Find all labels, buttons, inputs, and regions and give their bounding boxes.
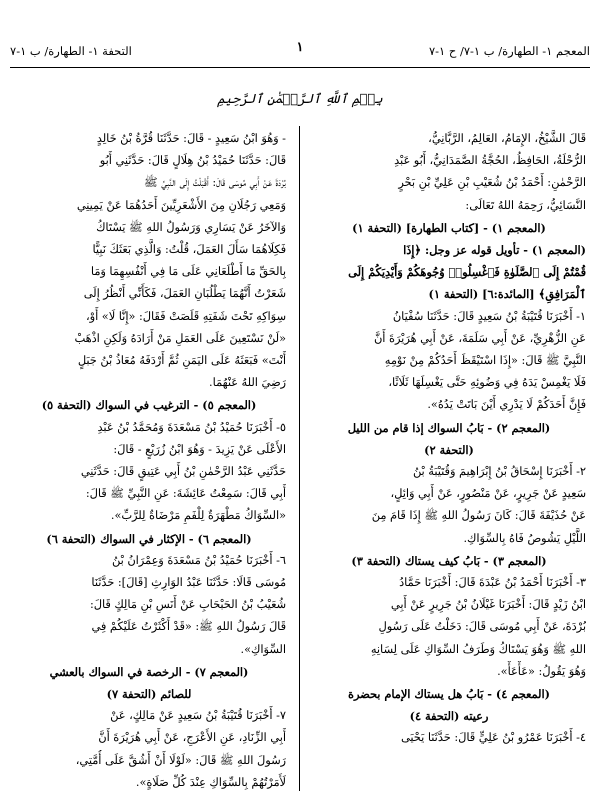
- text-line: ٧- أَخْبَرَنَا قُتَيْبَةُ بْنُ سَعِيدٍ عَنْ مَالِكٍ، عَنْ: [110, 709, 286, 723]
- text-line: شُعَيْبُ بْنُ الحَبْحَابِ عَنْ أَنَسِ بْنِ مَالِكٍ قَالَ:: [89, 598, 286, 612]
- text-line: عَنْ حُذَيْفَةَ قَالَ: كَانَ رَسُولُ اللهِ ﷺ إِذَا قَامَ مِنَ: [371, 509, 586, 523]
- text-line: فَكِلَاهُمَا سَأَلَ العَمَلَ، قُلْتُ: وَالَّذِي بَعَثَكَ نَبِيًّا: [92, 243, 286, 257]
- text-line: السِّوَاكِ».: [240, 642, 286, 656]
- text-line: سِوَاكِهِ تَحْتَ شَفَتِهِ قَلَصَتْ فَقَالَ: «إِنَّا لَا» أَوْ،: [85, 309, 286, 323]
- header-right-reference: المعجم ١- الطهارة/ ب ١-٧/ ح ١-٧: [428, 44, 590, 58]
- text-line: قَالَ: حَدَّثَنَا حُمَيْدُ بْنُ هِلَالٍ قَالَ: حَدَّثَنِي أَبُو: [99, 154, 286, 168]
- text-line: قُمْتُمْ إِلَى ٱلصَّلَوٰةِ فَٱغْسِلُوا۟ وُجُوهَكُمْ وَأَيْدِيَكُمْ إِلَى: [348, 265, 586, 280]
- basmala: بِسۡمِ ٱللَّهِ ٱلرَّحۡمَٰنِ ٱلرَّحِيمِ: [217, 92, 383, 107]
- text-line: عَنِ الزُّهْرِيِّ، عَنْ أَبِي سَلَمَةَ، عَنْ أَبِي هُرَيْرَةَ أَنَّ: [374, 331, 586, 345]
- text-line: ابْنُ زَيْدٍ قَالَ: أَخْبَرَنَا غَيْلَانُ بْنُ جَرِيرٍ عَنْ أَبِي: [390, 598, 586, 612]
- section-heading: (المعجم ٧) - الرخصة في السواك بالعشي: [49, 664, 249, 679]
- section-heading: (التحفة ٢): [424, 442, 474, 457]
- text-line: ٢- أَخْبَرَنَا إِسْحَاقُ بْنُ إِبْرَاهِيمَ وَقُتَيْبَةُ بْنُ: [412, 465, 586, 479]
- text-line: ٱلْمَرَافِقِ﴾ [المائدة:٦] (التحفة ١): [428, 287, 586, 302]
- header-left-reference: التحفة ١- الطهارة/ ب ١-٧: [10, 44, 132, 58]
- section-heading: (المعجم ٤) - بَابُ هل يستاك الإمام بحضرة: [348, 687, 550, 702]
- text-line: قَالَ رَسُولُ اللهِ ﷺ: «قَدْ أَكْثَرْتُ عَلَيْكُمْ فِي: [91, 620, 286, 634]
- section-heading: (المعجم ٦) - الإكثار في السواك (التحفة ٦): [46, 531, 252, 546]
- text-line: بِالحَقِّ مَا أَطْلَعَانِي عَلَى مَا فِي أَنْفُسِهِمَا وَمَا: [90, 265, 286, 279]
- text-line: حَدَّثَنِي عَبْدُ الرَّحْمٰنِ بْنُ أَبِي عَتِيقٍ قَالَ: حَدَّثَنِي: [80, 465, 286, 479]
- text-line: أَنْتَ» فَبَعَثَهُ عَلَى اليَمَنِ ثُمَّ أَرْدَفَهُ مُعَاذُ بْنُ جَبَلٍ: [77, 354, 286, 368]
- text-line: شَعَرْتُ أَنَّهُمَا يَطْلُبَانِ العَمَلَ، فَكَأَنِّي أَنْظُرُ إِلَى: [83, 287, 286, 301]
- text-line: بُرْدَةَ عَنْ أَبِي مُوسَى قَالَ: أَقْبَلْتُ إِلَى النَّبِيِّ ﷺ: [144, 176, 286, 190]
- text-line: رَضِيَ اللهُ عَنْهُمَا.: [209, 376, 286, 390]
- text-line: ٦- أَخْبَرَنَا حُمَيْدُ بْنُ مَسْعَدَةَ وَعِمْرَانُ بْنُ: [112, 553, 286, 567]
- text-line: وَالآخَرُ عَنْ يَسَارِي وَرَسُولُ اللهِ ﷺ يَسْتَاكُ: [96, 220, 286, 234]
- text-line: مُوسَى قَالَا: حَدَّثَنَا عَبْدُ الوَارِثِ [قَالَ]: حَدَّثَنَا: [91, 576, 286, 590]
- section-heading: (المعجم ٥) - الترغيب في السواك (التحفة ٥): [41, 398, 257, 413]
- text-line: ٥- أَخْبَرَنَا حُمَيْدُ بْنُ مَسْعَدَةَ وَمُحَمَّدُ بْنُ عَبْدِ: [97, 420, 286, 434]
- text-line: الرَّحْمٰنِ: أَحْمَدُ بْنُ شُعَيْبِ بْنِ عَلِيِّ بْنِ بَحْرٍ: [398, 176, 586, 190]
- text-line: فَإِنَّ أَحَدَكُمْ لَا يَدْرِي أَيْنَ بَاتَتْ يَدُهُ».: [427, 398, 586, 412]
- header-rule: [10, 67, 590, 68]
- left-column: [12, 128, 286, 794]
- text-line: لَأَمَرْتُهُمْ بِالسِّوَاكِ عِنْدَ كُلِّ صَلَاةٍ».: [135, 775, 286, 789]
- text-line: اللهِ ﷺ وَهُوَ يَسْتَاكُ وَطَرَفُ السِّوَاكِ عَلَى لِسَانِهِ: [370, 642, 586, 656]
- text-line: أَبِي قَالَ: سَمِعْتُ عَائِشَةَ: عَنِ النَّبِيِّ ﷺ قَالَ:: [85, 487, 286, 501]
- text-line: أَبِي الزِّنَادِ، عَنِ الأَعْرَجِ، عَنْ أَبِي هُرَيْرَةَ أَنَّ: [98, 731, 286, 745]
- running-header: [10, 38, 590, 66]
- text-line: ١- أَخْبَرَنَا قُتَيْبَةُ بْنُ سَعِيدٍ قَالَ: حَدَّثَنَا سُفْيَانُ: [392, 309, 586, 323]
- column-divider: [299, 126, 300, 791]
- section-heading: للصائم (التحفة ٧): [106, 687, 192, 702]
- text-line: اللَّيْلِ يَشُوصُ فَاهُ بِالسِّوَاكِ.: [463, 531, 586, 545]
- text-line: ٣- أَخْبَرَنَا أَحْمَدُ بْنُ عَبْدَةَ قَالَ: أَخْبَرَنَا حَمَّادُ: [399, 576, 586, 590]
- section-heading: (المعجم ٢) - بَابُ السواك إذا قام من الليل: [347, 420, 551, 435]
- section-heading: (المعجم ١) - تأويل قوله عز وجل: ﴿إِذَا: [403, 243, 586, 258]
- section-heading: رعيته (التحفة ٤): [409, 709, 489, 724]
- text-line: وَمَعِي رَجُلَانِ مِنَ الأَشْعَرِيِّينَ أَحَدُهُمَا عَنْ يَمِينِي: [76, 198, 286, 212]
- text-line: «لَنْ نَسْتَعِينَ عَلَى العَمَلِ مَنْ أَرَادَهُ وَلَكِنِ اذْهَبْ: [74, 331, 286, 345]
- section-heading: (المعجم ١) - [كتاب الطهارة] (التحفة ١): [352, 220, 546, 235]
- section-heading: (المعجم ٣) - بَابُ كيف يستاك (التحفة ٣): [351, 553, 547, 568]
- text-line: النَّبِيَّ ﷺ قَالَ: «إِذَا اسْتَيْقَظَ أَحَدُكُمْ مِنْ نَوْمِهِ: [384, 354, 586, 368]
- text-line: فَلَا يَغْمِسْ يَدَهُ فِي وَضُوئِهِ حَتَّى يَغْسِلَهَا ثَلَاثًا،: [388, 376, 586, 390]
- text-line: ٤- أَخْبَرَنَا عَمْرُو بْنُ عَلِيٍّ قَالَ: حَدَّثَنَا يَحْيَى: [400, 731, 586, 745]
- text-line: الرُّحْلَةُ، الحَافِظُ، الحُجَّةُ الصَّمَدَانِيُّ، أَبُو عَبْدِ: [394, 154, 586, 168]
- page-number: ١: [296, 40, 304, 55]
- text-line: «السِّوَاكُ مَطْهَرَةٌ لِلْفَمِ مَرْضَاةٌ لِلرَّبِّ».: [110, 509, 286, 523]
- text-line: سَعِيدٍ عَنْ جَرِيرٍ، عَنْ مَنْصُورٍ، عَنْ أَبِي وَائِلٍ،: [390, 487, 586, 501]
- right-column: [312, 128, 586, 750]
- text-line: - وَهُوَ ابْنُ سَعِيدٍ - قَالَ: حَدَّثَنَا قُرَّةُ بْنُ خَالِدٍ: [96, 132, 286, 145]
- text-line: قَالَ الشَّيْخُ، الإِمَامُ، العَالِمُ، الرَّبَّانِيُّ،: [428, 132, 586, 145]
- text-line: وَهُوَ يَقُولُ: «عَأْعَأْ».: [497, 664, 586, 678]
- text-line: الأَعْلَى عَنْ يَزِيدَ - وَهُوَ ابْنُ زُرَيْعٍ - قَالَ:: [113, 442, 286, 456]
- text-line: رَسُولَ اللهِ ﷺ قَالَ: «لَوْلَا أَنْ أَشُقَّ عَلَى أُمَّتِي،: [75, 753, 286, 767]
- text-line: بُرْدَةَ، عَنْ أَبِي مُوسَى قَالَ: دَخَلْتُ عَلَى رَسُولِ: [378, 620, 586, 634]
- text-line: النَّسَائِيُّ، رَحِمَهُ اللهُ تَعَالَى:: [465, 198, 586, 212]
